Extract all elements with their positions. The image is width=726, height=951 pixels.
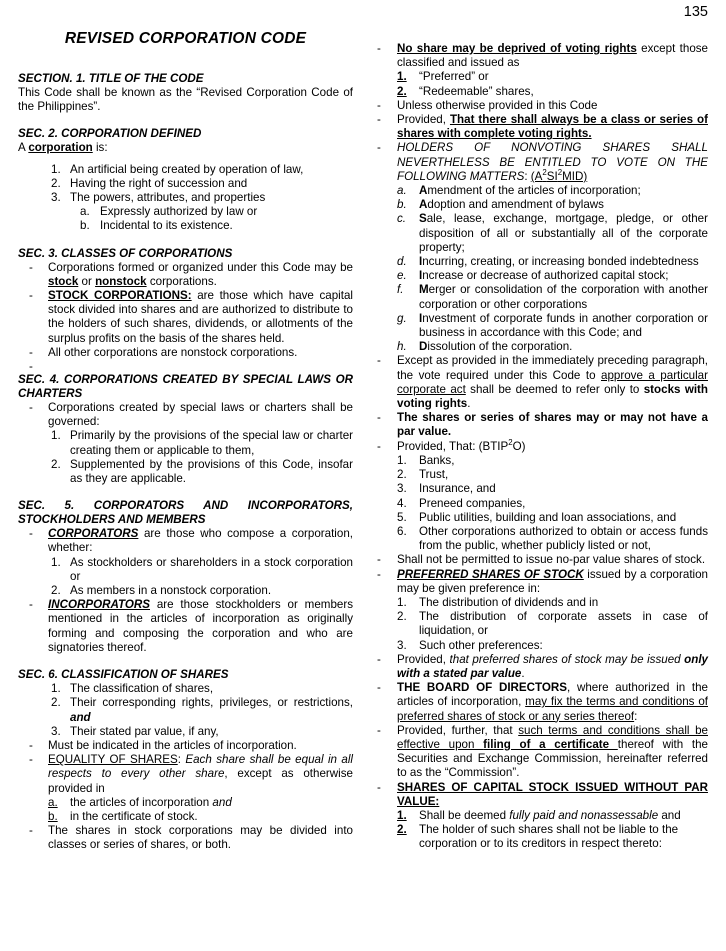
dash-marker: - <box>29 345 33 359</box>
list-item <box>18 163 353 177</box>
term-corporation: corporation <box>28 141 93 155</box>
list-marker: e. <box>397 269 407 283</box>
term-stock: stock <box>48 274 79 288</box>
list-marker: 1. <box>397 808 407 822</box>
bullet-text: The shares in stock corporations may be divided into classes or series of shares, or both. <box>48 824 353 852</box>
list-item <box>18 682 353 696</box>
bullet-text: Provided, That there shall always be a class or series of shares with complete voting rights. <box>397 113 708 141</box>
list-marker: 2. <box>51 176 61 190</box>
list-item <box>371 198 708 212</box>
dash-marker: - <box>377 567 381 581</box>
heading-section-1: SECTION. 1. TITLE OF THE CODE <box>18 72 204 85</box>
bullet-item <box>371 781 708 809</box>
list-text: Increase or decrease of authorized capital stock; <box>419 269 669 283</box>
list-marker: 1. <box>51 429 61 443</box>
list-text: Shall be deemed fully paid and nonassessable and <box>419 808 681 822</box>
term-equality-of-shares: EQUALITY OF SHARES <box>48 753 178 767</box>
list-text: Incurring, creating, or increasing bonded indebtedness <box>419 255 699 269</box>
bullet-text: Provided, that preferred shares of stock may be issued only with a stated par value. <box>397 652 708 680</box>
list-item <box>18 177 353 191</box>
mnemonic-letter: D <box>419 340 428 354</box>
list-item <box>18 191 353 205</box>
list-text: in the certificate of stock. <box>70 809 198 823</box>
mnemonic-letter: I <box>419 255 423 269</box>
term-fix-terms-conditions: may fix the terms and conditions of preferred shares of stock or any series thereof <box>397 695 708 723</box>
term-incorporators: INCORPORATORS <box>48 598 150 612</box>
list-item <box>18 205 353 219</box>
list-text: Dissolution of the corporation. <box>419 340 573 354</box>
list-item <box>371 639 708 653</box>
emphasis-equal-shares: Each share shall be equal in all respects to every other share <box>48 753 353 781</box>
list-text: The distribution of dividends and in <box>419 595 599 609</box>
term-stocks-voting-rights: stocks with voting rights <box>397 382 709 411</box>
list-text: The powers, attributes, and properties <box>70 191 266 205</box>
list-item <box>18 219 353 233</box>
list-marker: 2. <box>51 584 61 598</box>
bullet-text: All other corporations are nonstock corporations. <box>48 345 298 359</box>
bullet-item <box>371 99 708 113</box>
list-text: “Redeemable” shares, <box>419 84 534 98</box>
bullet-text: CORPORATORS are those who compose a corporation, whether: <box>48 527 353 555</box>
bullet-text: HOLDERS OF NONVOTING SHARES SHALL NEVERTHELESS BE ENTITLED TO VOTE ON THE FOLLOWING MATTERS: $(A^2SI^2MID)$ <box>397 141 708 183</box>
page-number: 135 <box>683 4 708 20</box>
list-marker: 3. <box>397 482 407 496</box>
list-marker: c. <box>397 212 407 226</box>
term-terms-effective: such terms and conditions shall be effective upon <box>397 723 708 751</box>
list-marker: 1. <box>397 70 407 84</box>
term-stock-corporations: STOCK CORPORATIONS: <box>48 289 192 303</box>
dash-marker: - <box>29 738 33 752</box>
list-item <box>371 809 708 823</box>
dash-marker: - <box>377 652 381 666</box>
emphasis-and: and <box>212 795 232 809</box>
term-nonstock: nonstock <box>95 274 147 288</box>
bullet-text: The shares or series of shares may or may not have a par value. <box>397 411 708 439</box>
dash-marker: - <box>29 289 33 303</box>
list-item <box>18 429 353 457</box>
list-item <box>371 184 708 198</box>
list-text: The distribution of corporate assets in case of liquidation, or <box>419 610 708 638</box>
list-item <box>371 482 708 496</box>
bullet-item <box>18 824 353 852</box>
list-text: Primarily by the provisions of the special law or charter creating them or applicable to them, <box>70 429 353 457</box>
bullet-item <box>371 568 708 596</box>
list-item <box>371 269 708 283</box>
bullet-text: Provided, That: (BTIP$^2$O) <box>397 437 526 453</box>
bullet-text: Provided, further, that such terms and conditions shall be effective upon filing of a certificate thereof with the Securities and Exchange Commission, hereinafter referred to as the “Commission”. <box>397 723 708 780</box>
list-text: Banks, <box>419 453 455 467</box>
heading-section-2: SEC. 2. CORPORATION DEFINED <box>18 127 202 141</box>
list-text: Supplemented by the provisions of this Code, insofar as they are applicable. <box>70 457 353 486</box>
list-item <box>371 212 708 255</box>
dash-marker: - <box>29 753 33 767</box>
term-approve-corporate-act: approve a particular corporate act <box>397 368 708 396</box>
list-item <box>18 458 353 486</box>
list-item <box>371 454 708 468</box>
bullet-text: Corporations created by special laws or charters shall be governed: <box>48 401 353 429</box>
list-item <box>18 584 353 598</box>
dash-marker: - <box>29 527 33 541</box>
bullet-item <box>18 739 353 753</box>
dash-marker: - <box>377 553 381 567</box>
list-marker: a. <box>80 205 90 219</box>
list-text: Merger or consolidation of the corporation with another corporation or other corporations <box>419 283 708 311</box>
list-marker: 2. <box>397 823 407 837</box>
dash-marker: - <box>377 42 381 55</box>
list-text: Expressly authorized by law or <box>100 205 258 219</box>
bullet-text: No share may be deprived of voting rights except those classified and issued as <box>397 42 709 70</box>
list-text: Insurance, and <box>419 482 496 496</box>
dash-marker: - <box>377 98 381 112</box>
list-text: Amendment of the articles of incorporation; <box>419 184 641 198</box>
bullet-item <box>371 437 708 454</box>
dash-marker: - <box>377 411 381 425</box>
term-nonvoting-shares: HOLDERS OF NONVOTING SHARES SHALL NEVERTHELESS BE ENTITLED TO VOTE ON THE FOLLOWING MATTERS <box>397 141 708 183</box>
list-text: Sale, lease, exchange, mortgage, pledge, or other disposition of all or substantially all of the corporate property; <box>419 212 708 254</box>
mnemonic-letter: M <box>419 283 429 297</box>
list-item <box>371 85 708 99</box>
list-text: “Preferred” or <box>419 70 489 84</box>
emphasis-stated-par-value: only with a stated par value <box>397 652 708 680</box>
dash-marker: - <box>29 360 33 374</box>
list-marker: b. <box>48 809 58 823</box>
bullet-item <box>371 681 708 724</box>
list-marker: h. <box>397 340 407 354</box>
term-board-of-directors: THE BOARD OF DIRECTORS <box>397 681 568 695</box>
bullet-item <box>371 553 708 567</box>
list-text: As stockholders or shareholders in a stock corporation or <box>70 555 353 583</box>
bullet-item <box>18 598 353 655</box>
lead-before: A <box>18 141 29 155</box>
bullet-item <box>371 42 708 70</box>
bullet-item <box>18 346 353 360</box>
bullet-text: Corporations formed or organized under this Code may be stock or nonstock corporations. <box>48 260 353 288</box>
list-text: Other corporations authorized to obtain or access funds from the public, whether publicly listed or not, <box>419 524 708 553</box>
list-item <box>18 796 353 810</box>
bullet-item <box>18 261 353 289</box>
dash-marker: - <box>377 439 381 453</box>
emphasis-fully-paid: fully paid and nonassessable <box>509 808 659 822</box>
list-marker: 1. <box>51 682 61 696</box>
list-marker: 1. <box>397 595 407 609</box>
list-item <box>371 340 708 354</box>
bullet-text: Except as provided in the immediately preceding paragraph, the vote required under this Code to approve a particular corporate act shall be deemed to refer only to stocks with voting rights. <box>397 354 709 411</box>
list-marker: b. <box>397 198 407 212</box>
list-item <box>18 810 353 824</box>
dash-marker: - <box>377 113 381 127</box>
bullet-item <box>371 141 708 184</box>
dash-marker: - <box>29 598 33 612</box>
mnemonic-letter: I <box>419 311 423 325</box>
bullet-text: THE BOARD OF DIRECTORS, where authorized in the articles of incorporation, may fix the terms and conditions of preferred shares of stock or any series thereof: <box>397 681 708 723</box>
section-1-body: This Code shall be known as the “Revised Corporation Code of the Philippines”. <box>18 86 353 114</box>
list-item <box>371 283 708 311</box>
bullet-item <box>18 401 353 429</box>
list-item <box>371 468 708 482</box>
list-text: As members in a nonstock corporation. <box>70 584 272 598</box>
list-item <box>371 312 708 340</box>
lead-after: is: <box>92 141 108 155</box>
list-marker: 6. <box>397 524 407 538</box>
list-marker: f. <box>397 283 404 297</box>
bullet-text: Unless otherwise provided in this Code <box>397 98 598 112</box>
list-item <box>371 823 708 851</box>
bullet-text: INCORPORATORS are those stockholders or members mentioned in the articles of incorporation as originally forming and composing the corporation and who are signatories thereof. <box>48 598 353 654</box>
bullet-text: STOCK CORPORATIONS: are those which have capital stock divided into shares and are authorized to distribute to the holders of such shares, dividends, or allotments of the surplus profits on the basis of the shares held. <box>48 289 353 345</box>
bullet-text: SHARES OF CAPITAL STOCK ISSUED WITHOUT PAR VALUE: <box>397 780 708 808</box>
bullet-item <box>18 753 353 796</box>
list-item <box>18 725 353 739</box>
heading-section-5: SEC. 5. CORPORATORS AND INCORPORATORS, STOCKHOLDERS AND MEMBERS <box>18 499 353 527</box>
dash-marker: - <box>29 260 33 274</box>
bullet-item <box>18 527 353 555</box>
list-item <box>18 696 353 724</box>
term-preferred-shares: PREFERRED SHARES OF STOCK <box>397 567 584 581</box>
emphasis-preferred-issued: that preferred shares of stock may be issued <box>449 652 685 666</box>
bullet-item <box>371 113 708 141</box>
heading-section-6: SEC. 6. CLASSIFICATION OF SHARES <box>18 668 229 682</box>
mnemonic-letter: S <box>419 212 427 226</box>
dash-marker: - <box>377 681 381 695</box>
list-text: Trust, <box>419 468 449 482</box>
list-marker: 2. <box>51 696 61 710</box>
section-2-lead <box>18 141 353 155</box>
heading-section-3: SEC. 3. CLASSES OF CORPORATIONS <box>18 246 233 260</box>
mnemonic-superscript: 2 <box>508 437 513 447</box>
list-marker: 1. <box>51 555 61 569</box>
bullet-item <box>18 289 353 346</box>
list-item <box>371 511 708 525</box>
list-marker: 1. <box>51 162 61 176</box>
heading-section-4: SEC. 4. CORPORATIONS CREATED BY SPECIAL LAWS OR CHARTERS <box>18 373 353 401</box>
list-item <box>371 70 708 84</box>
dash-marker: - <box>29 824 33 838</box>
bullet-item <box>371 724 708 781</box>
list-marker: 2. <box>397 610 407 624</box>
list-marker: 2. <box>397 468 407 482</box>
bullet-item <box>371 653 708 681</box>
right-column <box>363 0 726 951</box>
term-class-voting-rights: That there shall always be a class or series of shares with complete voting rights. <box>397 113 708 141</box>
list-marker: 2. <box>51 457 61 471</box>
mnemonic-letter: I <box>419 269 423 283</box>
list-item <box>371 497 708 511</box>
bullet-text: EQUALITY OF SHARES: Each share shall be equal in all respects to every other share, except as otherwise provided in <box>48 753 353 795</box>
list-item <box>371 610 708 638</box>
bullet-text: PREFERRED SHARES OF STOCK issued by a corporation may be given preference in: <box>397 567 709 595</box>
list-item <box>18 556 353 584</box>
dash-marker: - <box>377 723 381 737</box>
list-text: the articles of incorporation and <box>70 795 232 809</box>
list-item <box>371 255 708 269</box>
list-marker: a. <box>48 795 58 809</box>
list-text: The holder of such shares shall not be liable to the corporation or to its creditors in respect thereto: <box>419 823 679 851</box>
list-marker: g. <box>397 311 407 325</box>
list-text: Such other preferences: <box>419 638 543 652</box>
list-text: Adoption and amendment of bylaws <box>419 198 604 212</box>
list-marker: 4. <box>397 496 407 510</box>
emphasis-and: and <box>70 710 91 724</box>
list-marker: 3. <box>51 724 61 738</box>
document-title: REVISED CORPORATION CODE <box>64 30 307 47</box>
bullet-text: Must be indicated in the articles of incorporation. <box>48 738 297 752</box>
list-text: Investment of corporate funds in another corporation or business in accordance with this Code; and <box>419 311 708 340</box>
list-marker: 5. <box>397 510 407 524</box>
mnemonic-a2si2mid: $(A^2SI^2MID)$ <box>530 167 588 183</box>
list-text: Public utilities, building and loan associations, and <box>419 510 677 524</box>
list-marker: d. <box>397 255 407 269</box>
list-marker: 1. <box>397 453 407 467</box>
list-item <box>371 596 708 610</box>
list-marker: 3. <box>51 191 61 205</box>
dash-marker: - <box>377 354 381 368</box>
list-marker: 3. <box>397 638 407 652</box>
list-text: An artificial being created by operation of law, <box>70 162 304 176</box>
list-marker: a. <box>397 184 407 198</box>
term-corporators: CORPORATORS <box>48 527 139 541</box>
dash-marker: - <box>377 141 381 155</box>
list-item <box>371 525 708 553</box>
list-text: Preneed companies, <box>419 496 526 510</box>
bullet-item <box>371 411 708 439</box>
list-text: Having the right of succession and <box>70 176 248 190</box>
list-marker: 2. <box>397 84 407 98</box>
list-text: The classification of shares, <box>70 682 214 696</box>
bullet-item <box>371 354 708 411</box>
mnemonic-letter: A <box>419 184 428 198</box>
list-text: Their stated par value, if any, <box>70 724 219 738</box>
mnemonic-letter: A <box>419 198 428 212</box>
bullet-text: Shall not be permitted to issue no-par value shares of stock. <box>397 553 706 567</box>
term-no-share-deprived: No share may be deprived of voting rights <box>397 42 637 55</box>
term-filing-certificate: filing of a certificate <box>483 737 618 751</box>
dash-marker: - <box>377 780 381 794</box>
list-text: Their corresponding rights, privileges, or restrictions, and <box>70 696 353 724</box>
list-marker: b. <box>80 219 90 233</box>
list-text: Incidental to its existence. <box>100 219 233 233</box>
dash-marker: - <box>29 401 33 415</box>
